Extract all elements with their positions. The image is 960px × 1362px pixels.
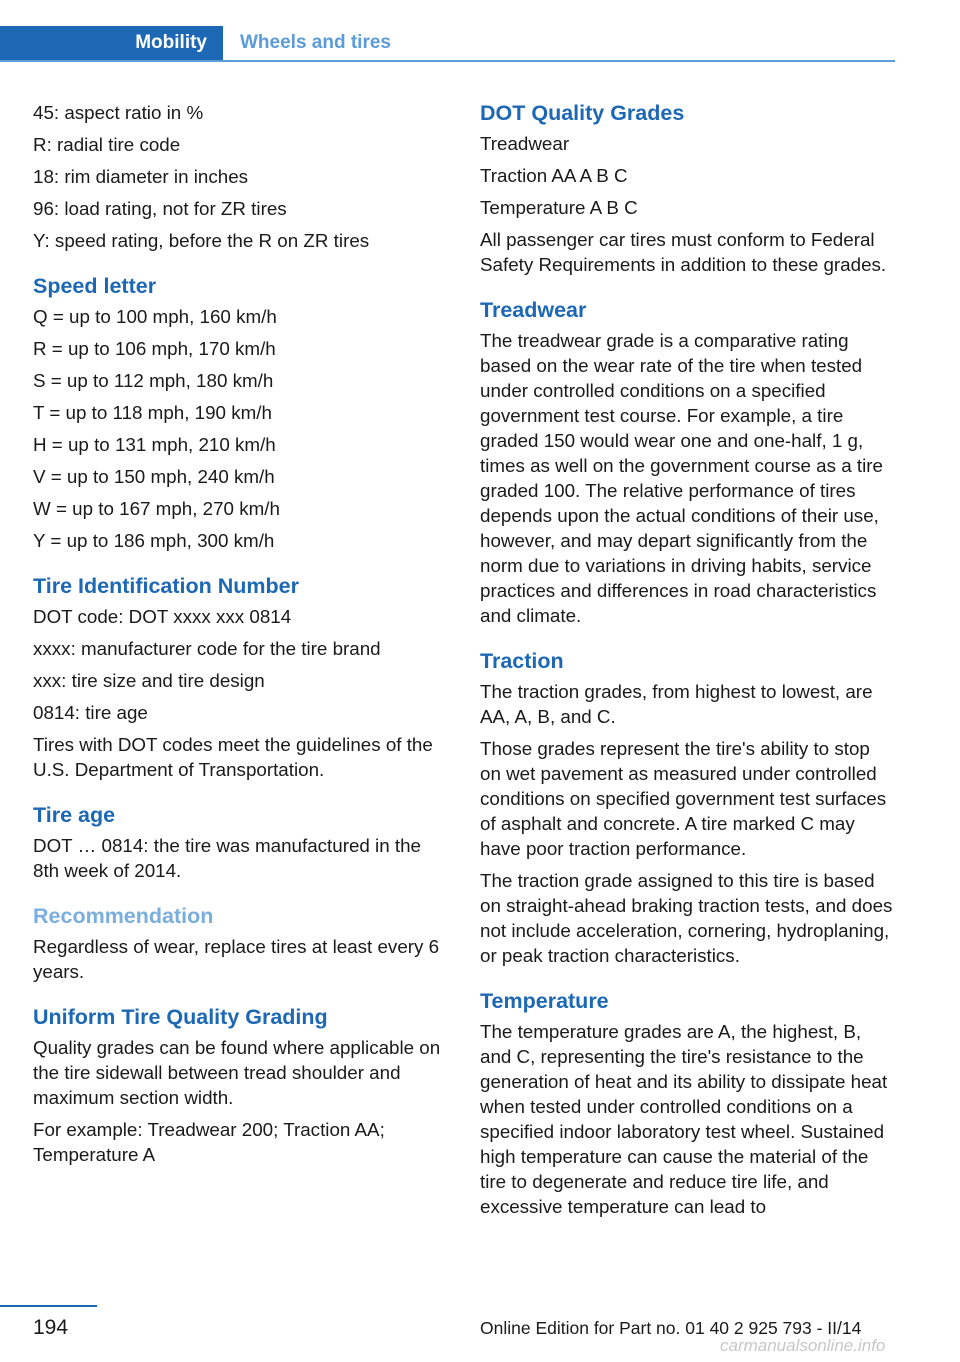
- speed-line: S = up to 112 mph, 180 km/h: [33, 370, 274, 391]
- heading-traction: Traction: [480, 649, 564, 673]
- heading-uniform-tire-quality-grading: Uniform Tire Quality Grading: [33, 1005, 328, 1029]
- edition-text: Online Edition for Part no. 01 40 2 925 793 - II/14: [480, 1318, 862, 1338]
- section-tab-label: Mobility: [135, 32, 207, 53]
- heading-tire-identification-number: Tire Identification Number: [33, 574, 299, 598]
- right-column: [480, 100, 895, 1226]
- heading-temperature: Temperature: [480, 989, 609, 1013]
- speed-line: V = up to 150 mph, 240 km/h: [33, 466, 275, 487]
- speed-line: H = up to 131 mph, 210 km/h: [33, 434, 276, 455]
- speed-line: R = up to 106 mph, 170 km/h: [33, 338, 276, 359]
- section-tab-wheels-and-tires: Wheels and tires: [240, 32, 391, 53]
- tire-code-line: 96: load rating, not for ZR tires: [33, 198, 287, 219]
- dot-line: All passenger car tires must conform to Federal Safety Requirements in addition to these grades.: [480, 229, 887, 275]
- tire-age-text: DOT … 0814: the tire was manufactured in the 8th week of 2014.: [33, 835, 421, 881]
- page-header: [0, 26, 895, 62]
- speed-line: W = up to 167 mph, 270 km/h: [33, 498, 280, 519]
- tin-line: Tires with DOT codes meet the guidelines of the U.S. Department of Transportation.: [33, 734, 433, 780]
- utqg-paragraph: Quality grades can be found where applicable on the tire sidewall between tread shoulder and maximum section width.: [33, 1037, 441, 1108]
- dot-line: Treadwear: [480, 133, 570, 154]
- utqg-example: For example: Treadwear 200; Traction AA; Temperature A: [33, 1119, 385, 1165]
- left-column: [33, 100, 448, 1174]
- recommendation-text: Regardless of wear, replace tires at least every 6 years.: [33, 936, 440, 982]
- tire-code-line: Y: speed rating, before the R on ZR tires: [33, 230, 370, 251]
- heading-recommendation: Recommendation: [33, 904, 214, 928]
- footer-divider: [0, 1305, 97, 1307]
- traction-paragraph: Those grades represent the tire's ability to stop on wet pavement as measured under controlled conditions on specified government test surfaces of asphalt and concrete. A tire marked C may have poor traction performance.: [480, 738, 887, 859]
- heading-tire-age: Tire age: [33, 803, 116, 827]
- temperature-text: The temperature grades are A, the highest, B, and C, representing the tire's resistance to the generation of heat and its ability to dissipate heat when tested under controlled conditions on a specified indoor laboratory test wheel. Sustained high temperature can cause the material of the tire to degenerate and reduce tire life, and excessive temperature can lead to: [480, 1021, 888, 1217]
- traction-paragraph: The traction grades, from highest to lowest, are AA, A, B, and C.: [480, 681, 873, 727]
- tin-line: DOT code: DOT xxxx xxx 0814: [33, 606, 292, 627]
- heading-dot-quality-grades: DOT Quality Grades: [480, 101, 685, 125]
- tin-line: xxx: tire size and tire design: [33, 670, 265, 691]
- treadwear-text: The treadwear grade is a comparative rating based on the wear rate of the tire when tested under controlled conditions on a specified government test course. For example, a tire graded 150 would wear one and one-half, 1 g, times as well on the government course as a tire graded 100. The relative performance of tires depends upon the actual conditions of their use, however, and may depart significantly from the norm due to variations in driving habits, service practices and differences in road characteristics and climate.: [480, 330, 883, 626]
- speed-line: Q = up to 100 mph, 160 km/h: [33, 306, 277, 327]
- tire-code-line: 45: aspect ratio in %: [33, 102, 204, 123]
- heading-speed-letter: Speed letter: [33, 274, 157, 298]
- page-number: 194: [33, 1316, 69, 1339]
- header-divider: [0, 60, 895, 62]
- speed-line: Y = up to 186 mph, 300 km/h: [33, 530, 275, 551]
- watermark: carmanualsonline.info: [720, 1336, 886, 1355]
- tire-code-line: R: radial tire code: [33, 134, 181, 155]
- tire-code-line: 18: rim diameter in inches: [33, 166, 249, 187]
- dot-line: Temperature A B C: [480, 197, 638, 218]
- traction-paragraph: The traction grade assigned to this tire is based on straight-ahead braking traction tests, and does not include acceleration, cornering, hydroplaning, or peak traction characteristics.: [480, 870, 893, 966]
- dot-line: Traction AA A B C: [480, 165, 628, 186]
- tin-line: xxxx: manufacturer code for the tire brand: [33, 638, 381, 659]
- heading-treadwear: Treadwear: [480, 298, 587, 322]
- tin-line: 0814: tire age: [33, 702, 148, 723]
- section-tab-mobility: [0, 26, 223, 60]
- speed-line: T = up to 118 mph, 190 km/h: [33, 402, 272, 423]
